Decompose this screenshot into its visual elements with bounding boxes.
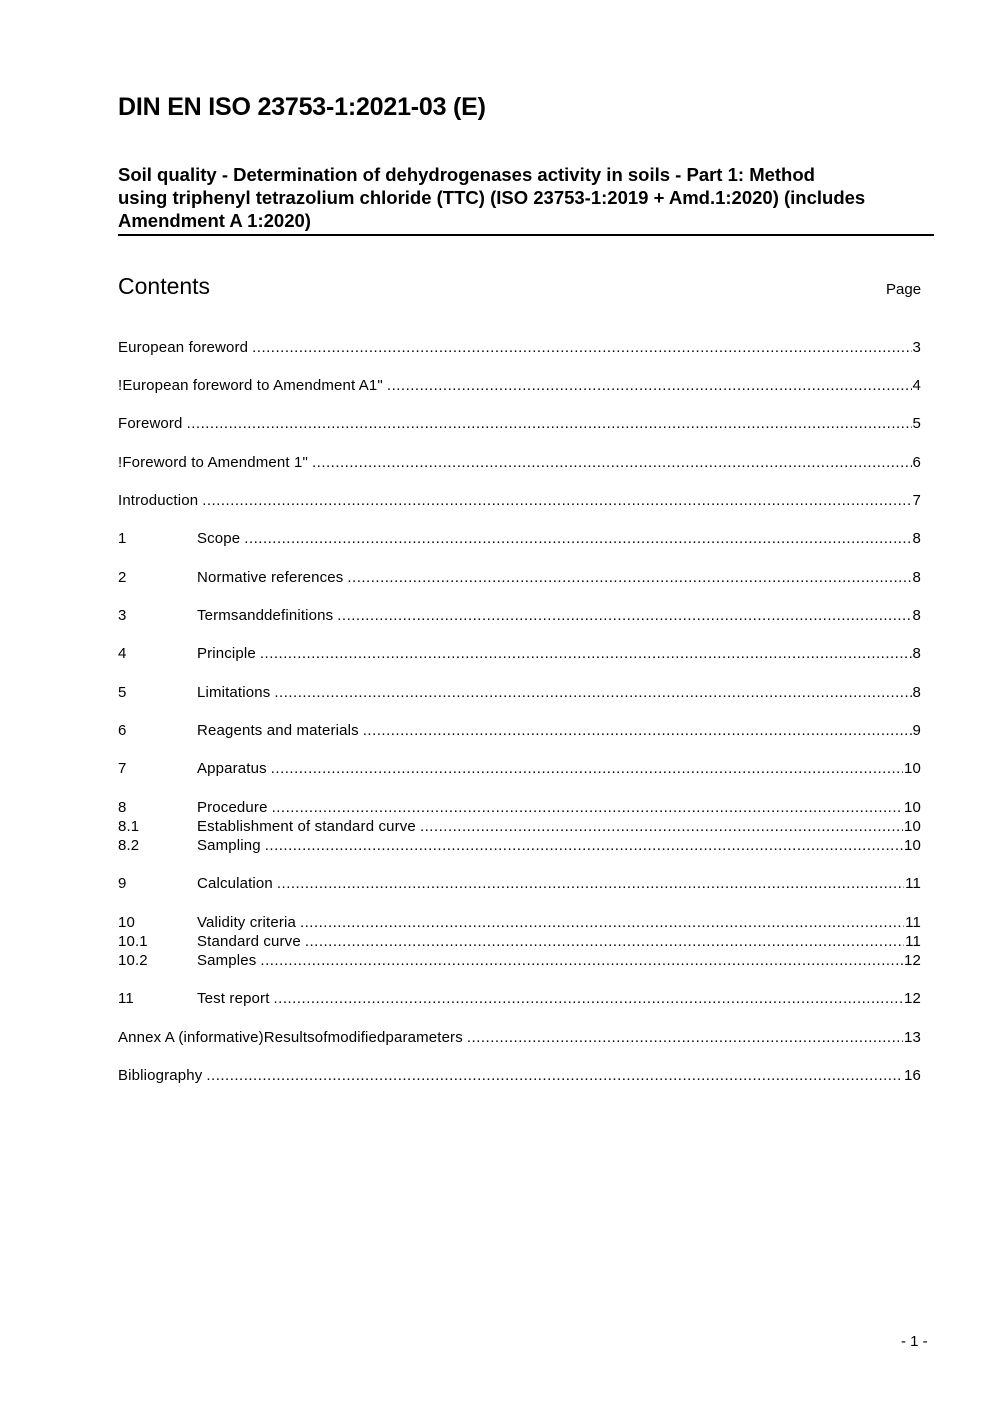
toc-entry-page: 11 bbox=[905, 875, 921, 892]
toc-entry-title: Limitations bbox=[197, 684, 271, 701]
toc-entry[interactable] bbox=[118, 606, 921, 625]
toc-leader bbox=[300, 913, 904, 932]
document-title-line: Amendment A 1:2020) bbox=[118, 210, 311, 231]
toc-leader bbox=[347, 568, 911, 587]
toc-leader bbox=[187, 414, 912, 433]
toc-entry-page: 6 bbox=[912, 454, 921, 471]
document-title bbox=[118, 163, 934, 236]
toc-entry-title: Establishment of standard curve bbox=[197, 818, 416, 835]
toc-entry[interactable] bbox=[118, 874, 921, 893]
toc-entry-page: 10 bbox=[904, 760, 921, 777]
toc-entry[interactable] bbox=[118, 989, 921, 1008]
toc-entry[interactable] bbox=[118, 491, 921, 510]
toc-entry-title: Bibliography bbox=[118, 1067, 203, 1084]
toc-entry-page: 8 bbox=[912, 569, 921, 586]
toc-entry-title: Reagents and materials bbox=[197, 722, 359, 739]
toc-leader bbox=[274, 683, 911, 702]
toc-entry[interactable] bbox=[118, 529, 921, 548]
toc-entry[interactable] bbox=[118, 376, 921, 395]
toc-entry-page: 8 bbox=[912, 530, 921, 547]
toc-entry-page: 11 bbox=[905, 914, 921, 931]
toc-entry[interactable] bbox=[118, 913, 921, 932]
toc-leader bbox=[260, 951, 903, 970]
toc-leader bbox=[206, 1066, 903, 1085]
toc-leader bbox=[363, 721, 912, 740]
toc-entry-number: 1 bbox=[118, 530, 127, 547]
page-number: - 1 - bbox=[901, 1333, 928, 1350]
toc-entry-page: 7 bbox=[912, 492, 921, 509]
toc-entry-title: Procedure bbox=[197, 799, 268, 816]
toc-entry-number: 10.1 bbox=[118, 933, 148, 950]
toc-leader bbox=[387, 376, 912, 395]
toc-entry-number: 3 bbox=[118, 607, 127, 624]
toc-entry[interactable] bbox=[118, 568, 921, 587]
toc-leader bbox=[265, 836, 903, 855]
toc-entry-number: 2 bbox=[118, 569, 127, 586]
toc-entry-number: 8.1 bbox=[118, 818, 140, 835]
toc-entry[interactable] bbox=[118, 338, 921, 357]
toc-entry-title: Introduction bbox=[118, 492, 199, 509]
toc-entry-page: 8 bbox=[912, 607, 921, 624]
toc-entry-page: 12 bbox=[904, 952, 921, 969]
toc-entry-title: Calculation bbox=[197, 875, 273, 892]
toc-entry-number: 6 bbox=[118, 722, 127, 739]
toc-entry-number: 9 bbox=[118, 875, 127, 892]
toc-leader bbox=[274, 989, 903, 1008]
toc-entry-number: 8.2 bbox=[118, 837, 140, 854]
toc-leader bbox=[272, 798, 903, 817]
page-column-label: Page bbox=[886, 281, 922, 298]
toc-entry-page: 12 bbox=[904, 990, 921, 1007]
toc-entry-number: 4 bbox=[118, 645, 127, 662]
toc-entry-title: Foreword bbox=[118, 415, 183, 432]
toc-entry-page: 3 bbox=[912, 339, 921, 356]
toc-entry[interactable] bbox=[118, 759, 921, 778]
toc-entry-number: 10 bbox=[118, 914, 135, 931]
toc-entry-title: European foreword bbox=[118, 339, 249, 356]
toc-entry-page: 8 bbox=[912, 645, 921, 662]
toc-entry[interactable] bbox=[118, 1028, 921, 1047]
toc-entry[interactable] bbox=[118, 932, 921, 951]
toc-entry-number: 11 bbox=[118, 990, 134, 1007]
document-title-line: Soil quality - Determination of dehydrogenases activity in soils - Part 1: Method bbox=[118, 164, 815, 185]
toc-entry[interactable] bbox=[118, 414, 921, 433]
document-title-line: using triphenyl tetrazolium chloride (TTC) (ISO 23753-1:2019 + Amd.1:2020) (includes bbox=[118, 187, 866, 208]
toc-entry[interactable] bbox=[118, 644, 921, 663]
toc-entry-title: !Foreword to Amendment 1" bbox=[118, 454, 308, 471]
toc-entry-page: 10 bbox=[904, 799, 921, 816]
toc-entry-page: 16 bbox=[904, 1067, 921, 1084]
contents-heading: Contents bbox=[118, 273, 211, 299]
toc-leader bbox=[260, 644, 912, 663]
toc-entry-page: 8 bbox=[912, 684, 921, 701]
toc-entry[interactable] bbox=[118, 836, 921, 855]
toc-leader bbox=[312, 453, 912, 472]
toc-entry-number: 10.2 bbox=[118, 952, 148, 969]
toc-entry-page: 4 bbox=[912, 377, 921, 394]
toc-entry-title: Validity criteria bbox=[197, 914, 296, 931]
toc-entry[interactable] bbox=[118, 721, 921, 740]
toc-entry-title: Scope bbox=[197, 530, 241, 547]
toc-entry-number: 8 bbox=[118, 799, 127, 816]
toc-leader bbox=[277, 874, 904, 893]
toc-leader bbox=[467, 1028, 903, 1047]
toc-leader bbox=[337, 606, 911, 625]
toc-leader bbox=[420, 817, 903, 836]
toc-entry-page: 10 bbox=[904, 818, 921, 835]
toc-entry[interactable] bbox=[118, 683, 921, 702]
toc-entry-title: Termsanddefinitions bbox=[197, 607, 334, 624]
toc-entry-title: Samples bbox=[197, 952, 257, 969]
toc-entry-page: 9 bbox=[912, 722, 921, 739]
toc-leader bbox=[305, 932, 904, 951]
toc-leader bbox=[271, 759, 903, 778]
toc-entry-title: Principle bbox=[197, 645, 256, 662]
toc-entry-title: Normative references bbox=[197, 569, 344, 586]
toc-leader bbox=[252, 338, 911, 357]
toc-entry-title: !European foreword to Amendment A1" bbox=[118, 377, 383, 394]
toc-entry[interactable] bbox=[118, 951, 921, 970]
toc-entry-number: 7 bbox=[118, 760, 127, 777]
toc-entry-title: Annex A (informative)Resultsofmodifiedparameters bbox=[118, 1029, 463, 1046]
toc-entry[interactable] bbox=[118, 453, 921, 472]
toc-entry-title: Standard curve bbox=[197, 933, 301, 950]
toc-leader bbox=[244, 529, 911, 548]
toc-entry-page: 10 bbox=[904, 837, 921, 854]
toc-entry-title: Test report bbox=[197, 990, 270, 1007]
toc-entry-number: 5 bbox=[118, 684, 127, 701]
toc-entry-title: Sampling bbox=[197, 837, 261, 854]
toc-entry-page: 13 bbox=[904, 1029, 921, 1046]
toc-entry[interactable] bbox=[118, 1066, 921, 1085]
toc-entry-title: Apparatus bbox=[197, 760, 267, 777]
toc-leader bbox=[202, 491, 911, 510]
toc-entry[interactable] bbox=[118, 798, 921, 817]
toc-entry-page: 5 bbox=[912, 415, 921, 432]
document-id: DIN EN ISO 23753-1:2021-03 (E) bbox=[118, 93, 486, 121]
toc-entry[interactable] bbox=[118, 817, 921, 836]
toc-entry-page: 11 bbox=[905, 933, 921, 950]
